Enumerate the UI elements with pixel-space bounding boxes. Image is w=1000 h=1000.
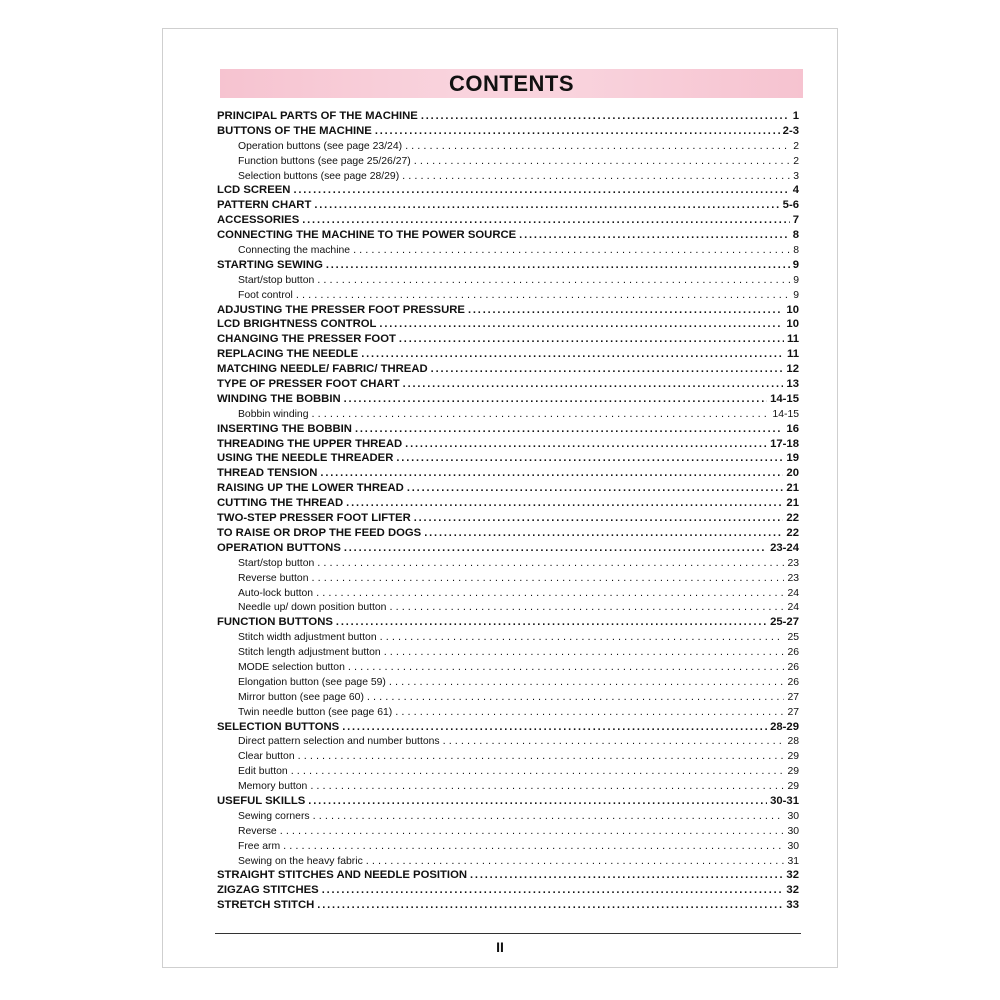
toc-section-entry [217, 392, 799, 407]
toc-entry-label: Function buttons (see page 25/26/27) [238, 155, 411, 167]
toc-entry-label: INSERTING THE BOBBIN [217, 422, 352, 435]
toc-leader-dots [414, 511, 784, 526]
toc-section-entry [217, 898, 799, 913]
toc-leader-dots [322, 883, 784, 898]
toc-leader-dots [431, 362, 784, 377]
toc-entry-page: 14-15 [772, 408, 799, 420]
toc-section-entry [217, 124, 799, 139]
toc-entry-label: Foot control [238, 289, 293, 301]
toc-entry-label: Start/stop button [238, 274, 315, 286]
toc-subsection-entry [217, 660, 799, 675]
toc-leader-dots [348, 660, 785, 675]
toc-section-entry [217, 720, 799, 735]
toc-entry-page: 9 [793, 289, 799, 301]
toc-subsection-entry [217, 630, 799, 645]
toc-entry-label: Clear button [238, 751, 295, 763]
toc-entry-page: 29 [787, 766, 799, 778]
toc-entry-label: MATCHING NEEDLE/ FABRIC/ THREAD [217, 363, 428, 376]
toc-subsection-entry [217, 288, 799, 303]
toc-subsection-entry [217, 139, 799, 154]
title-band [220, 69, 803, 98]
toc-leader-dots [317, 898, 783, 913]
page-number: II [496, 939, 504, 955]
toc-entry-label: STRAIGHT STITCHES AND NEEDLE POSITION [217, 869, 468, 882]
toc-entry-page: 23-24 [770, 541, 799, 554]
page-title: CONTENTS [449, 71, 574, 96]
toc-entry-label: Bobbin winding [238, 408, 309, 420]
toc-entry-page: 23 [787, 572, 799, 584]
toc-entry-page: 29 [787, 781, 799, 793]
toc-leader-dots [414, 154, 790, 169]
toc-subsection-entry [217, 839, 799, 854]
toc-entry-label: STRETCH STITCH [217, 899, 315, 912]
toc-entry-page: 8 [792, 229, 799, 242]
toc-entry-page: 30 [787, 825, 799, 837]
toc-entry-page: 26 [787, 676, 799, 688]
toc-entry-label: Stitch width adjustment button [238, 632, 377, 644]
toc-leader-dots [311, 571, 784, 586]
toc-leader-dots [317, 273, 790, 288]
toc-entry-page: 19 [786, 452, 799, 465]
toc-entry-page: 8 [793, 245, 799, 257]
toc-entry-page: 2 [793, 140, 799, 152]
toc-section-entry [217, 481, 799, 496]
toc-entry-label: Operation buttons (see page 23/24) [238, 140, 403, 152]
toc-entry-page: 14-15 [770, 392, 799, 405]
toc-entry-label: Auto-lock button [238, 587, 314, 599]
toc-leader-dots [317, 556, 784, 571]
toc-section-entry [217, 109, 799, 124]
toc-subsection-entry [217, 854, 799, 869]
toc-entry-page: 7 [792, 214, 799, 227]
toc-entry-label: RAISING UP THE LOWER THREAD [217, 482, 404, 495]
toc-entry-page: 32 [786, 884, 799, 897]
toc-entry-page: 28 [787, 736, 799, 748]
toc-entry-label: Twin needle button (see page 61) [238, 706, 393, 718]
toc-entry-label: CONNECTING THE MACHINE TO THE POWER SOURCE [217, 229, 517, 242]
toc-entry-page: 22 [786, 512, 799, 525]
toc-subsection-entry [217, 586, 799, 601]
toc-leader-dots [336, 615, 767, 630]
toc-subsection-entry [217, 734, 799, 749]
toc-entry-label: Edit button [238, 766, 288, 778]
toc-subsection-entry [217, 273, 799, 288]
toc-section-entry [217, 541, 799, 556]
table-of-contents [217, 109, 799, 913]
toc-section-entry [217, 258, 799, 273]
toc-entry-label: CHANGING THE PRESSER FOOT [217, 333, 396, 346]
toc-leader-dots [283, 839, 784, 854]
toc-entry-label: LCD BRIGHTNESS CONTROL [217, 318, 377, 331]
toc-entry-page: 13 [786, 378, 799, 391]
toc-section-entry [217, 511, 799, 526]
toc-entry-label: Sewing on the heavy fabric [238, 855, 363, 867]
toc-entry-page: 23 [787, 557, 799, 569]
toc-leader-dots [293, 183, 789, 198]
toc-entry-page: 1 [792, 110, 799, 122]
toc-subsection-entry [217, 764, 799, 779]
toc-subsection-entry [217, 675, 799, 690]
toc-entry-label: Start/stop button [238, 557, 315, 569]
toc-subsection-entry [217, 690, 799, 705]
toc-entry-label: PRINCIPAL PARTS OF THE MACHINE [217, 110, 418, 122]
toc-leader-dots [313, 809, 785, 824]
toc-entry-label: Reverse button [238, 572, 309, 584]
toc-leader-dots [380, 630, 785, 645]
toc-leader-dots [344, 392, 767, 407]
toc-leader-dots [311, 407, 769, 422]
toc-leader-dots [353, 243, 790, 258]
toc-leader-dots [405, 139, 790, 154]
toc-leader-dots [395, 705, 784, 720]
toc-leader-dots [375, 124, 780, 139]
toc-entry-page: 2-3 [782, 124, 799, 137]
toc-section-entry [217, 347, 799, 362]
toc-entry-page: 4 [792, 184, 799, 197]
toc-entry-label: STARTING SEWING [217, 258, 323, 271]
toc-entry-page: 22 [786, 526, 799, 539]
toc-entry-label: THREADING THE UPPER THREAD [217, 437, 403, 450]
toc-leader-dots [389, 675, 785, 690]
toc-leader-dots [361, 347, 784, 362]
toc-leader-dots [346, 496, 783, 511]
toc-section-entry [217, 198, 799, 213]
toc-entry-page: 25-27 [770, 616, 799, 629]
toc-entry-label: BUTTONS OF THE MACHINE [217, 124, 372, 137]
toc-entry-label: CUTTING THE THREAD [217, 497, 344, 510]
toc-entry-label: TWO-STEP PRESSER FOOT LIFTER [217, 512, 411, 525]
toc-entry-label: MODE selection button [238, 661, 345, 673]
toc-section-entry [217, 451, 799, 466]
manual-page [162, 28, 838, 968]
toc-entry-label: USEFUL SKILLS [217, 794, 306, 807]
toc-subsection-entry [217, 154, 799, 169]
toc-subsection-entry [217, 645, 799, 660]
toc-leader-dots [396, 451, 783, 466]
toc-entry-page: 30 [787, 840, 799, 852]
toc-entry-label: SELECTION BUTTONS [217, 720, 340, 733]
toc-entry-page: 12 [786, 363, 799, 376]
toc-section-entry [217, 883, 799, 898]
toc-subsection-entry [217, 407, 799, 422]
toc-entry-page: 20 [786, 467, 799, 480]
toc-entry-label: REPLACING THE NEEDLE [217, 348, 359, 361]
toc-entry-label: WINDING THE BOBBIN [217, 392, 341, 405]
toc-leader-dots [366, 854, 785, 869]
toc-entry-page: 33 [786, 899, 799, 912]
toc-leader-dots [407, 481, 784, 496]
toc-entry-label: Selection buttons (see page 28/29) [238, 170, 400, 182]
toc-entry-page: 27 [787, 706, 799, 718]
toc-entry-label: Free arm [238, 840, 281, 852]
toc-entry-label: Reverse [238, 825, 277, 837]
toc-leader-dots [326, 258, 790, 273]
toc-leader-dots [355, 422, 783, 437]
toc-subsection-entry [217, 705, 799, 720]
toc-entry-page: 17-18 [770, 437, 799, 450]
toc-entry-page: 26 [787, 647, 799, 659]
toc-entry-label: LCD SCREEN [217, 184, 291, 197]
toc-leader-dots [389, 600, 784, 615]
toc-entry-label: THREAD TENSION [217, 467, 318, 480]
toc-section-entry [217, 794, 799, 809]
toc-entry-page: 2 [793, 155, 799, 167]
toc-entry-page: 21 [786, 497, 799, 510]
toc-leader-dots [468, 303, 783, 318]
toc-subsection-entry [217, 243, 799, 258]
toc-entry-page: 16 [786, 422, 799, 435]
toc-leader-dots [405, 437, 767, 452]
toc-section-entry [217, 437, 799, 452]
toc-subsection-entry [217, 556, 799, 571]
toc-section-entry [217, 868, 799, 883]
toc-section-entry [217, 362, 799, 377]
toc-entry-label: OPERATION BUTTONS [217, 541, 341, 554]
toc-entry-page: 3 [793, 170, 799, 182]
toc-leader-dots [302, 213, 789, 228]
toc-entry-page: 30 [787, 810, 799, 822]
toc-leader-dots [308, 794, 767, 809]
toc-entry-page: 25 [787, 632, 799, 644]
toc-entry-label: Sewing corners [238, 810, 310, 822]
toc-leader-dots [424, 526, 783, 541]
toc-subsection-entry [217, 169, 799, 184]
toc-subsection-entry [217, 779, 799, 794]
toc-entry-page: 24 [787, 587, 799, 599]
toc-entry-label: Connecting the machine [238, 245, 351, 257]
toc-subsection-entry [217, 600, 799, 615]
toc-leader-dots [298, 749, 785, 764]
toc-entry-page: 24 [787, 602, 799, 614]
toc-leader-dots [421, 109, 790, 124]
toc-section-entry [217, 213, 799, 228]
toc-entry-label: Needle up/ down position button [238, 602, 387, 614]
toc-leader-dots [443, 734, 785, 749]
toc-section-entry [217, 466, 799, 481]
toc-entry-page: 30-31 [770, 794, 799, 807]
toc-leader-dots [403, 377, 784, 392]
toc-leader-dots [320, 466, 783, 481]
toc-entry-page: 5-6 [782, 199, 799, 212]
toc-leader-dots [367, 690, 785, 705]
toc-entry-label: Mirror button (see page 60) [238, 691, 364, 703]
toc-entry-page: 10 [786, 303, 799, 316]
toc-subsection-entry [217, 571, 799, 586]
toc-entry-label: ACCESSORIES [217, 214, 300, 227]
toc-section-entry [217, 303, 799, 318]
toc-section-entry [217, 615, 799, 630]
footer-rule [215, 933, 801, 934]
toc-entry-page: 21 [786, 482, 799, 495]
toc-section-entry [217, 317, 799, 332]
toc-subsection-entry [217, 824, 799, 839]
toc-leader-dots [470, 868, 783, 883]
toc-leader-dots [291, 764, 785, 779]
toc-entry-page: 11 [787, 348, 799, 361]
toc-leader-dots [296, 288, 790, 303]
toc-entry-label: ZIGZAG STITCHES [217, 884, 319, 897]
toc-section-entry [217, 228, 799, 243]
toc-section-entry [217, 377, 799, 392]
toc-leader-dots [344, 541, 767, 556]
toc-entry-page: 9 [792, 258, 799, 271]
toc-leader-dots [399, 332, 784, 347]
toc-entry-page: 31 [787, 855, 799, 867]
toc-leader-dots [519, 228, 790, 243]
toc-section-entry [217, 332, 799, 347]
toc-entry-label: Elongation button (see page 59) [238, 676, 386, 688]
toc-leader-dots [402, 169, 790, 184]
toc-subsection-entry [217, 749, 799, 764]
toc-leader-dots [384, 645, 785, 660]
toc-entry-page: 9 [793, 274, 799, 286]
toc-section-entry [217, 422, 799, 437]
toc-entry-label: Memory button [238, 781, 308, 793]
toc-entry-page: 28-29 [770, 720, 799, 733]
toc-entry-label: TO RAISE OR DROP THE FEED DOGS [217, 526, 422, 539]
toc-entry-label: Direct pattern selection and number buttons [238, 736, 440, 748]
toc-entry-page: 11 [787, 333, 799, 346]
toc-entry-label: ADJUSTING THE PRESSER FOOT PRESSURE [217, 303, 465, 316]
toc-entry-label: PATTERN CHART [217, 199, 312, 212]
toc-section-entry [217, 526, 799, 541]
toc-leader-dots [379, 317, 783, 332]
toc-entry-page: 27 [787, 691, 799, 703]
toc-entry-label: Stitch length adjustment button [238, 647, 381, 659]
toc-entry-page: 26 [787, 661, 799, 673]
toc-entry-page: 29 [787, 751, 799, 763]
toc-entry-label: USING THE NEEDLE THREADER [217, 452, 394, 465]
toc-subsection-entry [217, 809, 799, 824]
toc-leader-dots [280, 824, 785, 839]
toc-section-entry [217, 183, 799, 198]
toc-entry-label: TYPE OF PRESSER FOOT CHART [217, 378, 400, 391]
toc-leader-dots [310, 779, 784, 794]
toc-leader-dots [316, 586, 784, 601]
toc-section-entry [217, 496, 799, 511]
toc-leader-dots [314, 198, 779, 213]
toc-entry-label: FUNCTION BUTTONS [217, 616, 333, 629]
toc-entry-page: 32 [786, 869, 799, 882]
toc-leader-dots [342, 720, 767, 735]
toc-entry-page: 10 [786, 318, 799, 331]
